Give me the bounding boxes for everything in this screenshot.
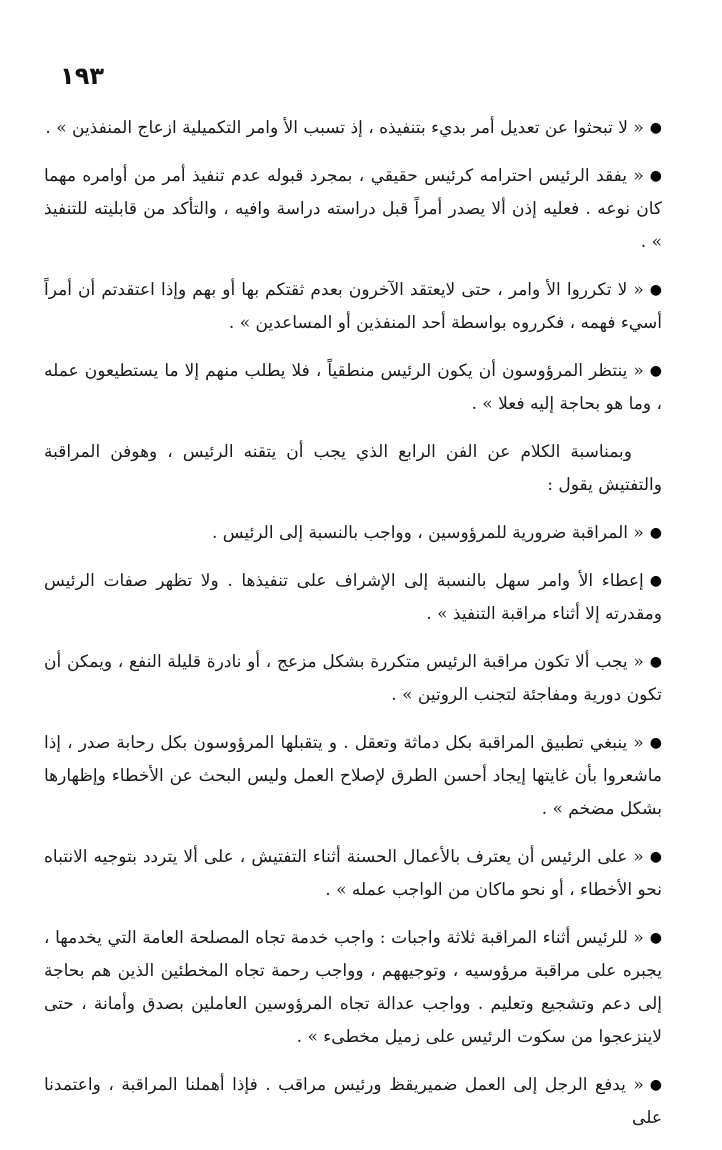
paragraph-text: « يفقد الرئيس احترامه كرئيس حقيقي ، بمجرد قبوله عدم تنفيذ أمر من أوامره مهما كان نوعه . فعليه إذن ألا يصدر أمراً قبل دراسته دراسة وافيه ، والتأكد من قابليته للتنفيذ » . xyxy=(44,166,662,252)
bullet-paragraph xyxy=(44,922,662,1054)
paragraph-text: « ينتظر المرؤوسون أن يكون الرئيس منطقياً ، فلا يطلب منهم إلا ما يستطيعون عمله ، وما هو بحاجة إليه فعلا » . xyxy=(44,361,662,414)
bullet-paragraph xyxy=(44,160,662,259)
paragraph-text: « للرئيس أثناء المراقبة ثلاثة واجبات : واجب خدمة تجاه المصلحة العامة التي يخدمها ، يجبره على مراقبة مرؤوسيه ، وتوجيههم ، وواجب رحمة تجاه المخطئين الذين هم بحاجة إلى دعم وتشجيع وتعليم . وواجب عدالة تجاه المرؤوسين العاملين بصدق وأمانة ، حتى لاينزعجوا من سكوت الرئيس على زميل مخطىء » . xyxy=(44,928,662,1047)
bullet-dot-icon: ● xyxy=(649,735,662,751)
bullet-dot-icon: ● xyxy=(649,120,662,136)
bullet-paragraph xyxy=(44,517,662,550)
bullet-paragraph xyxy=(44,274,662,340)
bullet-dot-icon: ● xyxy=(649,1077,662,1093)
bullet-paragraph xyxy=(44,727,662,826)
bullet-dot-icon: ● xyxy=(649,168,662,184)
paragraph-text: وبمناسبة الكلام عن الفن الرابع الذي يجب أن يتقنه الرئيس ، وهوفن المراقبة والتفتيش يقول : xyxy=(44,442,662,495)
paragraph-text: « ينبغي تطبيق المراقبة بكل دماثة وتعقل . و يتقبلها المرؤوسون بكل رحابة صدر ، إذا ماشعروا بأن غايتها إيجاد أحسن الطرق لإصلاح العمل وليس البحث عن الأخطاء وإظهارها بشكل مضخم » . xyxy=(44,733,662,819)
body-paragraph xyxy=(44,436,662,502)
paragraph-text: « لا تبحثوا عن تعديل أمر بديء بتنفيذه ، إذ تسبب الأ وامر التكميلية ازعاج المنفذين » . xyxy=(45,118,644,138)
bullet-paragraph xyxy=(44,565,662,631)
paragraph-text: إعطاء الأ وامر سهل بالنسبة إلى الإشراف على تنفيذها . ولا تظهر صفات الرئيس ومقدرته إلا أثناء مراقبة التنفيذ » . xyxy=(44,571,662,624)
paragraph-text: « على الرئيس أن يعترف بالأعمال الحسنة أثناء التفتيش ، على ألا يتردد بتوجيه الانتباه نحو الأخطاء ، أو نحو ماكان من الواجب عمله » . xyxy=(44,847,662,900)
paragraph-text: « يجب ألا تكون مراقبة الرئيس متكررة بشكل مزعج ، أو نادرة قليلة النفع ، ويمكن أن تكون دورية ومفاجئة لتجنب الروتين » . xyxy=(44,652,662,705)
paragraph-text: « المراقبة ضرورية للمرؤوسين ، وواجب بالنسبة إلى الرئيس . xyxy=(211,523,644,543)
bullet-paragraph xyxy=(44,355,662,421)
bullet-paragraph xyxy=(44,841,662,907)
bullet-dot-icon: ● xyxy=(649,363,662,379)
bullet-paragraph xyxy=(44,1069,662,1135)
paragraph-text: « لا تكرروا الأ وامر ، حتى لايعتقد الآخرون بعدم ثقتكم بها أو بهم وإذا اعتقدتم أن أمراً أسيء فهمه ، فكرروه بواسطة أحد المنفذين أو المساعدين » . xyxy=(44,280,662,333)
page-number: ١٩٣ xyxy=(60,62,104,90)
bullet-paragraph xyxy=(44,112,662,145)
page-body xyxy=(44,112,662,1150)
bullet-dot-icon: ● xyxy=(649,930,662,946)
bullet-dot-icon: ● xyxy=(649,282,662,298)
bullet-paragraph xyxy=(44,646,662,712)
paragraph-text: « يدفع الرجل إلى العمل ضميريقظ ورئيس مراقب . فإذا أهملنا المراقبة ، واعتمدنا على xyxy=(44,1075,662,1128)
bullet-dot-icon: ● xyxy=(649,654,662,670)
bullet-dot-icon: ● xyxy=(649,849,662,865)
bullet-dot-icon: ● xyxy=(649,573,662,589)
bullet-dot-icon: ● xyxy=(649,525,662,541)
